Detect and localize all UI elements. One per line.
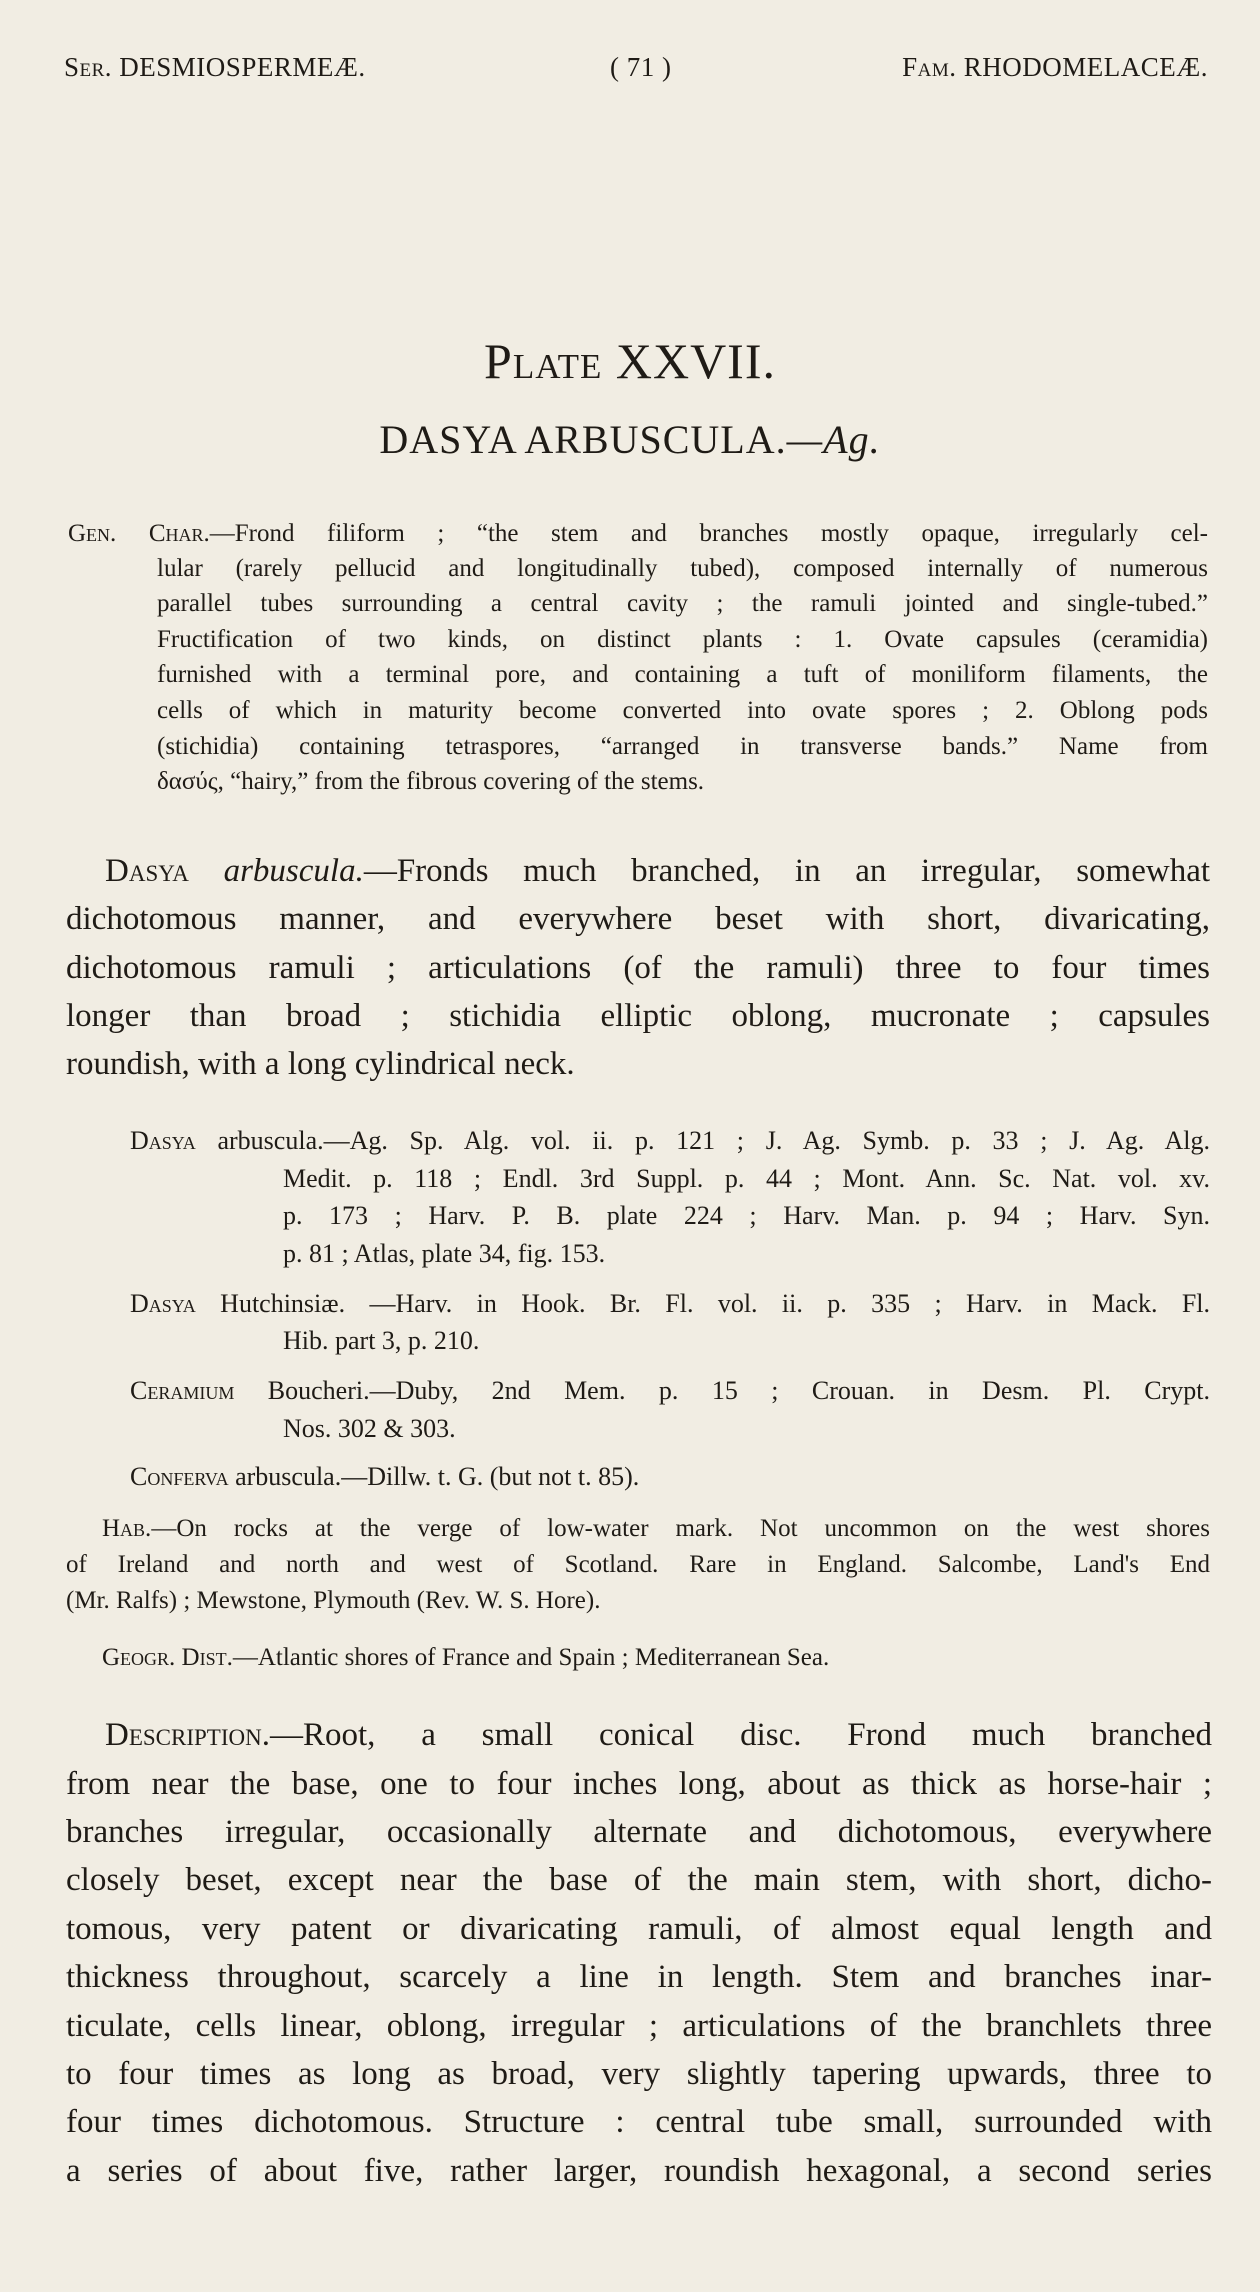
description-label: Description. — [105, 1717, 270, 1753]
running-header-series: Ser. DESMIOSPERMEÆ. — [64, 52, 366, 82]
description-line: thickness throughout, scarcely a line in length. Stem and branches inar- — [66, 1959, 1212, 1995]
gen-char-line: δασύς, “hairy,” from the fibrous covering of the stems. — [157, 768, 705, 795]
plate-title: Plate XXVII. — [484, 333, 776, 389]
synonym-line: Hib. part 3, p. 210. — [283, 1326, 480, 1355]
description-text: —Root, a small conical disc. Frond much branched — [269, 1717, 1212, 1753]
diagnosis-text: —Fronds much branched, in an irregular, somewhat — [363, 853, 1211, 889]
diagnosis-line: longer than broad ; stichidia elliptic oblong, mucronate ; capsules — [66, 998, 1210, 1034]
geog-dist-text: —Atlantic shores of France and Spain ; Mediterranean Sea. — [232, 1644, 830, 1671]
synonym-1-line-1 — [130, 1126, 1210, 1156]
species-name: DASYA ARBUSCULA. — [379, 417, 787, 462]
synonym-3-line-1 — [130, 1376, 1210, 1406]
running-header-family: Fam. RHODOMELACEÆ. — [902, 52, 1208, 82]
habitat-text: —On rocks at the verge of low-water mark. Not uncommon on the west shores — [151, 1515, 1210, 1542]
synonym-2-line-1 — [130, 1289, 1210, 1319]
synonym-genus: Ceramium — [130, 1376, 235, 1405]
gen-char-line-1 — [68, 520, 1208, 548]
description-line: from near the base, one to four inches long, about as thick as horse-hair ; — [66, 1766, 1212, 1802]
synonym-text: arbuscula.—Ag. Sp. Alg. vol. ii. p. 121 ; J. Ag. Symb. p. 33 ; J. Ag. Alg. — [217, 1126, 1211, 1155]
gen-char-text: —Frond filiform ; “the stem and branches mostly opaque, irregularly cel- — [209, 520, 1208, 547]
synonym-line: Nos. 302 & 303. — [283, 1414, 456, 1443]
description-line-1 — [105, 1717, 1212, 1754]
synonym-line: p. 173 ; Harv. P. B. plate 224 ; Harv. Man. p. 94 ; Harv. Syn. — [283, 1201, 1210, 1230]
gen-char-label: Gen. Char. — [68, 520, 210, 547]
species-author: —Ag. — [786, 417, 881, 462]
species-title — [0, 416, 1260, 463]
diagnosis-line: dichotomous manner, and everywhere beset with short, divaricating, — [66, 901, 1210, 937]
synonym-genus: Dasya — [130, 1289, 196, 1318]
geog-dist-line — [102, 1644, 829, 1672]
page-number: ( 71 ) — [610, 52, 672, 82]
description-line: a series of about five, rather larger, roundish hexagonal, a second series — [66, 2153, 1212, 2189]
synonym-text: Boucheri.—Duby, 2nd Mem. p. 15 ; Crouan. in Desm. Pl. Crypt. — [267, 1376, 1210, 1405]
synonym-line: p. 81 ; Atlas, plate 34, fig. 153. — [283, 1239, 606, 1268]
synonym-text: Hutchinsiæ. —Harv. in Hook. Br. Fl. vol. ii. p. 335 ; Harv. in Mack. Fl. — [220, 1289, 1211, 1318]
synonym-genus: Dasya — [130, 1126, 196, 1155]
diagnosis-line-1 — [105, 853, 1210, 890]
habitat-line-1 — [102, 1515, 1210, 1543]
habitat-label: Hab. — [102, 1515, 152, 1542]
synonym-text: arbuscula.—Dillw. t. G. (but not t. 85). — [235, 1462, 640, 1491]
diagnosis-line: dichotomous ramuli ; articulations (of the ramuli) three to four times — [66, 950, 1210, 986]
description-line: four times dichotomous. Structure : central tube small, surrounded with — [66, 2104, 1212, 2140]
description-line: closely beset, except near the base of the main stem, with short, dicho- — [66, 1862, 1212, 1898]
synonym-4-line-1 — [130, 1462, 639, 1492]
gen-char-line: lular (rarely pellucid and longitudinally tubed), composed internally of numerous — [157, 555, 1208, 582]
gen-char-line: parallel tubes surrounding a central cavity ; the ramuli jointed and single-tubed.” — [157, 590, 1208, 617]
habitat-line: (Mr. Ralfs) ; Mewstone, Plymouth (Rev. W. S. Hore). — [66, 1587, 601, 1614]
diagnosis-species: arbuscula. — [223, 853, 364, 889]
diagnosis-genus: Dasya — [105, 853, 189, 889]
habitat-line: of Ireland and north and west of Scotland. Rare in England. Salcombe, Land's End — [66, 1551, 1210, 1578]
gen-char-line: Fructification of two kinds, on distinct plants : 1. Ovate capsules (ceramidia) — [157, 626, 1208, 653]
gen-char-line: furnished with a terminal pore, and containing a tuft of moniliform filaments, the — [157, 661, 1208, 688]
description-line: tomous, very patent or divaricating ramuli, of almost equal length and — [66, 1911, 1212, 1947]
diagnosis-line: roundish, with a long cylindrical neck. — [66, 1046, 575, 1082]
description-line: branches irregular, occasionally alternate and dichotomous, everywhere — [66, 1814, 1212, 1850]
synonym-genus: Conferva — [130, 1462, 229, 1491]
geog-dist-label: Geogr. Dist. — [102, 1644, 233, 1671]
gen-char-line: cells of which in maturity become converted into ovate spores ; 2. Oblong pods — [157, 697, 1208, 724]
synonym-line: Medit. p. 118 ; Endl. 3rd Suppl. p. 44 ; Mont. Ann. Sc. Nat. vol. xv. — [283, 1164, 1210, 1193]
description-line: to four times as long as broad, very slightly tapering upwards, three to — [66, 2056, 1212, 2092]
description-line: ticulate, cells linear, oblong, irregular ; articulations of the branchlets three — [66, 2008, 1212, 2044]
gen-char-line: (stichidia) containing tetraspores, “arranged in transverse bands.” Name from — [157, 733, 1208, 760]
